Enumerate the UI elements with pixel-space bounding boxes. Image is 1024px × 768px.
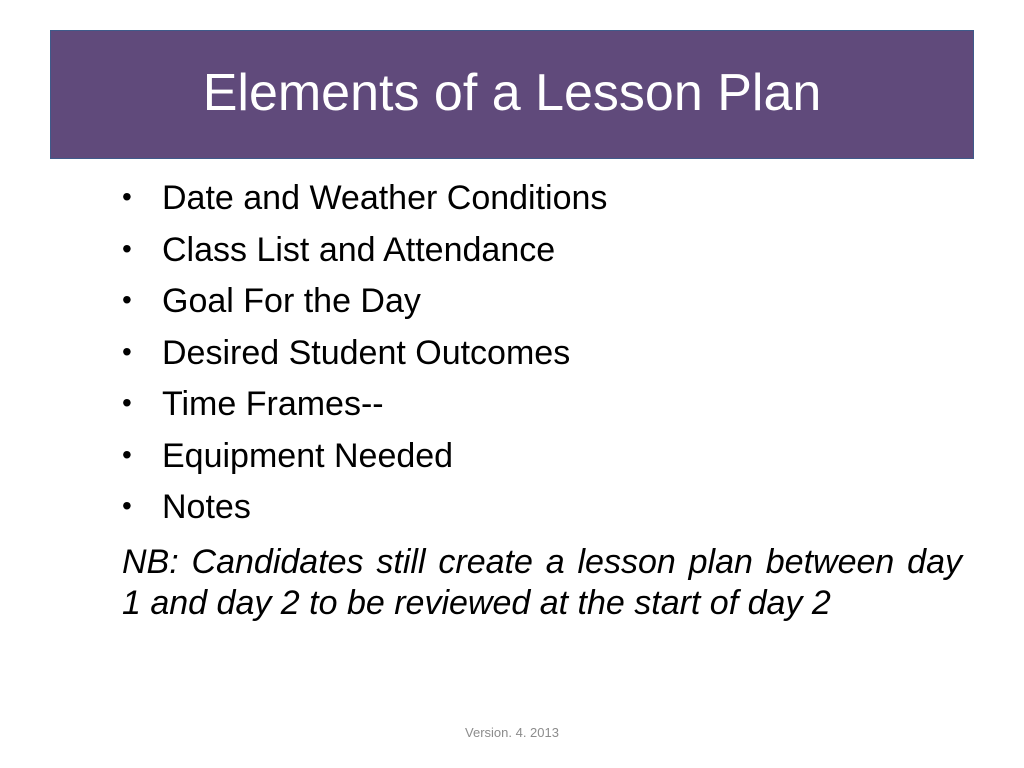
note-paragraph: NB: Candidates still create a lesson plan between day 1 and day 2 to be reviewed at the start of day 2 [122,543,962,622]
bullet-icon: • [122,490,132,521]
bullet-item [122,488,962,540]
bullet-text: Class List and Attendance [162,230,556,269]
footer-version: Version. 4. 2013 [465,725,559,740]
bullet-item [122,385,962,437]
bullet-item [122,437,962,489]
bullet-text: Desired Student Outcomes [162,333,571,372]
bullet-text: Time Frames-- [162,385,384,423]
bullet-icon: • [122,335,132,367]
bullet-icon: • [122,438,132,470]
bullet-icon: • [122,284,132,315]
slide-title: Elements of a Lesson Plan [202,63,822,122]
bullet-item [122,334,962,386]
bullet-text: Equipment Needed [162,436,454,475]
bullet-list [122,179,962,540]
bullet-item [122,282,962,334]
bullet-icon: • [122,387,132,418]
bullet-item [122,231,962,283]
bullet-text: Notes [162,488,251,526]
bullet-text: Date and Weather Conditions [162,179,608,217]
bullet-icon: • [122,181,132,212]
bullet-text: Goal For the Day [162,282,421,320]
bullet-icon: • [122,232,132,264]
bullet-item [122,179,962,231]
title-bar [50,30,974,159]
